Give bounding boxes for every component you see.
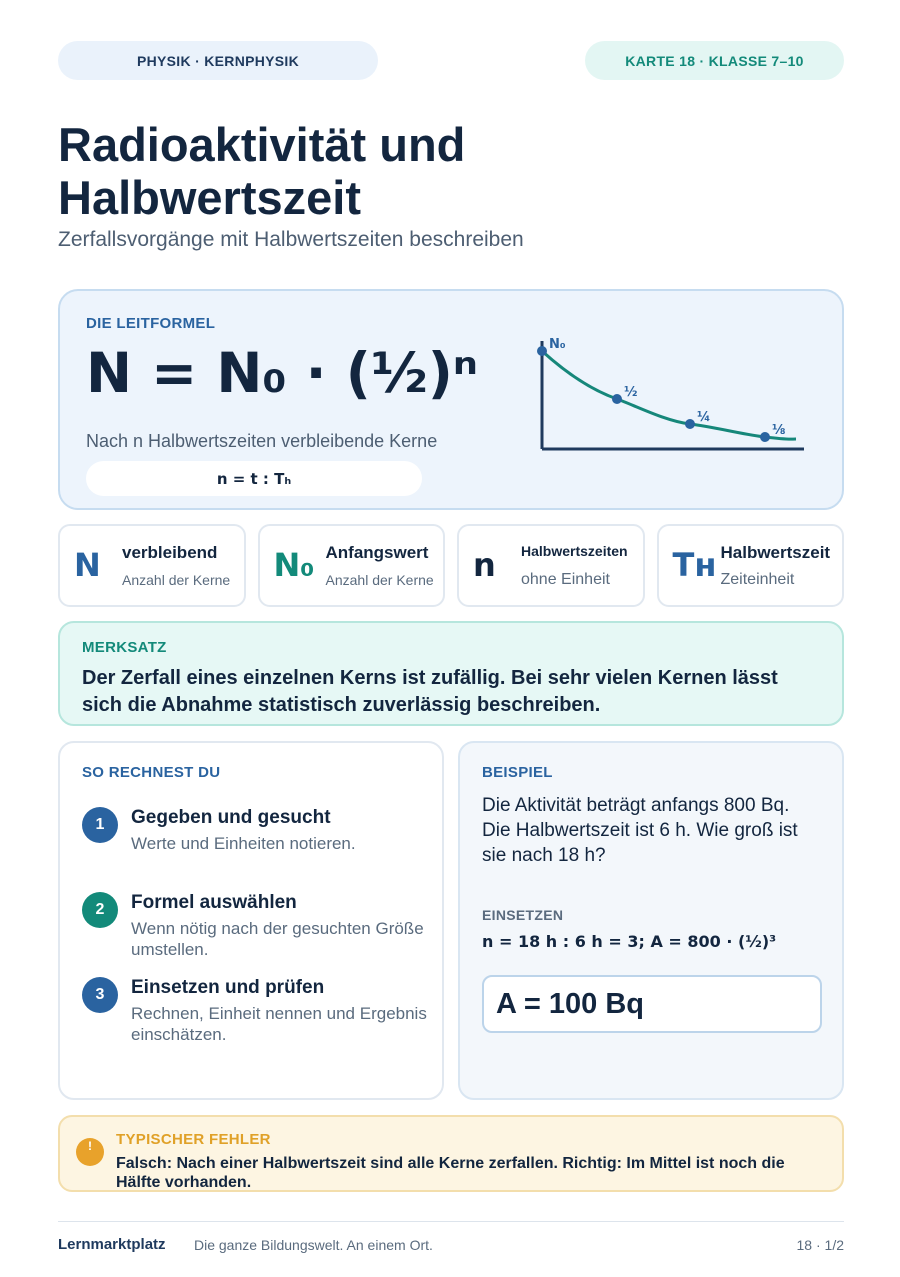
example-label: BEISPIEL: [482, 764, 553, 781]
variable-subtitle: ohne Einheit: [521, 571, 610, 588]
warning-icon: !: [76, 1138, 104, 1166]
curve-point-half: [612, 394, 622, 404]
example-result: A = 100 Bq: [482, 975, 822, 1033]
formula-description: Nach n Halbwertszeiten verbleibende Kerne: [86, 431, 438, 451]
curve-point-quarter: [685, 419, 695, 429]
step-title: Gegeben und gesucht: [131, 807, 331, 828]
variable-symbol: N₀: [273, 546, 315, 584]
curve-label-eighth: ⅛: [772, 423, 786, 438]
variable-symbol: Tʜ: [672, 546, 717, 584]
step-title: Formel auswählen: [131, 892, 297, 913]
step-description: Wenn nötig nach der gesuchten Größe umstellen.: [131, 919, 424, 959]
variable-symbol: N: [74, 546, 101, 584]
step-description: Werte und Einheiten notieren.: [131, 834, 356, 853]
formula-card: [58, 289, 844, 510]
variable-title: Anfangswert: [325, 543, 429, 562]
example-card: [458, 741, 844, 1100]
step-number-badge: 2: [82, 892, 118, 928]
variable-card-th: [657, 524, 845, 607]
variable-card-n0: [258, 524, 446, 607]
formula-label: DIE LEITFORMEL: [86, 315, 216, 332]
step-number-badge: 1: [82, 807, 118, 843]
example-text: Die Aktivität beträgt anfangs 800 Bq. Die Halbwertszeit ist 6 h. Wie groß ist sie nach 18 h?: [482, 795, 798, 866]
merksatz-box: [58, 621, 844, 726]
footer-tagline: Die ganze Bildungswelt. An einem Ort.: [194, 1237, 433, 1253]
example-calculation: n = 18 h : 6 h = 3; A = 800 · (½)³: [482, 932, 777, 951]
page-subtitle: Zerfallsvorgänge mit Halbwertszeiten beschreiben: [58, 228, 524, 251]
footer-divider: [58, 1221, 844, 1222]
curve-label-half: ½: [624, 385, 638, 400]
curve-point-start: [537, 346, 547, 356]
merksatz-text: Der Zerfall eines einzelnen Kerns ist zufällig. Bei sehr vielen Kernen lässt sich die Abnahme statistisch zuverlässig beschreiben.: [82, 667, 778, 716]
warning-label: TYPISCHER FEHLER: [116, 1131, 271, 1148]
steps-label: SO RECHNEST DU: [82, 764, 221, 781]
typical-mistake-box: [58, 1115, 844, 1192]
merksatz-label: MERKSATZ: [82, 639, 167, 656]
curve-label-quarter: ¼: [697, 410, 711, 425]
variable-title: Halbwertszeiten: [521, 543, 628, 559]
curve-point-eighth: [760, 432, 770, 442]
variable-subtitle: Anzahl der Kerne: [325, 572, 434, 588]
step-number-badge: 3: [82, 977, 118, 1013]
steps-card: [58, 741, 444, 1100]
variable-card-n: [58, 524, 246, 607]
footer-brand: Lernmarktplatz: [58, 1236, 166, 1253]
warning-text: Falsch: Nach einer Halbwertszeit sind alle Kerne zerfallen. Richtig: Im Mittel ist noch die Hälfte vorhanden.: [116, 1155, 785, 1191]
page-title: Radioaktivität und Halbwertszeit: [58, 118, 466, 224]
step-title: Einsetzen und prüfen: [131, 977, 325, 998]
variable-symbol: n: [473, 546, 496, 584]
page-number: 18 · 1/2: [796, 1237, 844, 1253]
step-description: Rechnen, Einheit nennen und Ergebnis einschätzen.: [131, 1004, 427, 1044]
variable-card-n-half-lives: [457, 524, 645, 607]
variable-subtitle: Anzahl der Kerne: [122, 572, 231, 588]
variable-title: Halbwertszeit: [720, 543, 831, 562]
variable-title: verbleibend: [122, 543, 218, 562]
subject-pill: PHYSIK · KERNPHYSIK: [58, 41, 378, 80]
curve-label-start: N₀: [549, 337, 566, 352]
decay-curve: [542, 351, 796, 439]
decay-curve-illustration: [530, 331, 820, 461]
variable-subtitle: Zeiteinheit: [720, 571, 795, 588]
variable-legend: [58, 524, 844, 607]
card-pill: KARTE 18 · KLASSE 7–10: [585, 41, 844, 80]
example-sub-label: EINSETZEN: [482, 907, 564, 923]
formula-helper: n = t : Tₕ: [86, 461, 422, 496]
main-formula: N = N₀ · (½)ⁿ: [86, 341, 478, 405]
